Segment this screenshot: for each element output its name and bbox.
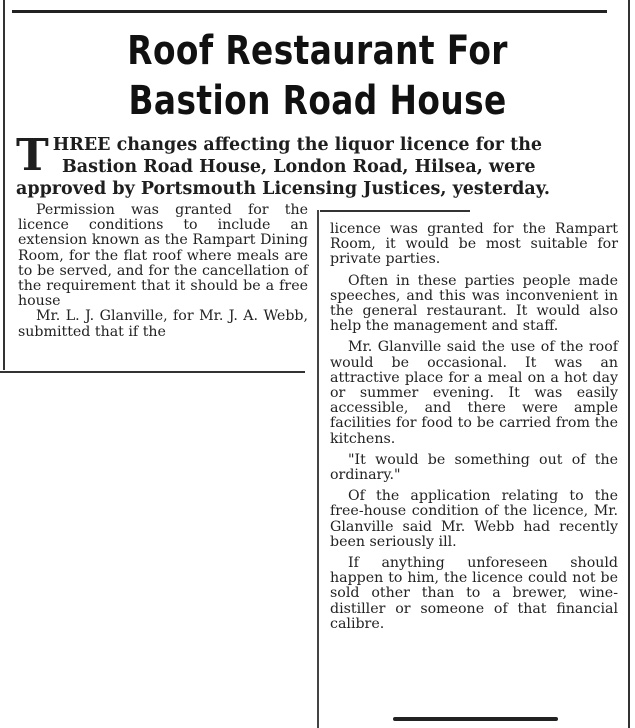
column-2-paragraph-4: "It would be something out of the ordinary." [330, 451, 618, 484]
end-of-article-rule [393, 717, 558, 721]
drop-cap: T [16, 130, 49, 181]
headline-line-1: Roof Restaurant For [127, 28, 508, 74]
column-2 [330, 222, 618, 638]
headline [57, 26, 578, 126]
frame-left-border [3, 0, 5, 370]
lede-line-1: HREE changes affecting the liquor licence for the [52, 135, 543, 155]
column-2-top-rule [320, 210, 470, 212]
column-1-paragraph-2: Mr. L. J. Glanville, for Mr. J. A. Webb, submitted that if the [18, 308, 308, 340]
column-2-paragraph-6: If anything unforeseen should happen to him, the licence could not be sold other than to a brewer, wine-distiller or someone of that financial calibre. [330, 555, 618, 632]
column-1-paragraph-1: Permission was granted for the licence conditions to include an extension known as the Rampart Dining Room, for the flat roof where meals are to be served, and for the cancellation of the requirement that it should be a free house [18, 202, 308, 310]
column-1-bottom-rule [0, 371, 305, 373]
top-rule [12, 10, 607, 13]
lede-paragraph [16, 130, 616, 200]
lede-line-3: approved by Portsmouth Licensing Justices, yesterday. [16, 179, 551, 199]
lede-line-2: Bastion Road House, London Road, Hilsea, were [62, 157, 536, 177]
column-2-paragraph-1: licence was granted for the Rampart Room, it would be most suitable for private parties. [330, 221, 618, 268]
column-2-paragraph-3: Mr. Glanville said the use of the roof would be occasional. It was an attractive place for a meal on a hot day or summer evening. It was easily accessible, and there were ample facilities for food to be carried from the kitchens. [330, 339, 618, 447]
headline-line-2: Bastion Road House [128, 78, 507, 124]
column-2-paragraph-5: Of the application relating to the free-house condition of the licence, Mr. Glanville said Mr. Webb had recently been seriously ill. [330, 488, 618, 550]
column-divider [317, 210, 319, 728]
frame-right-border [628, 0, 630, 728]
column-1 [18, 203, 308, 340]
column-2-paragraph-2: Often in these parties people made speeches, and this was inconvenient in the general restaurant. It would also help the management and staff. [330, 272, 618, 335]
